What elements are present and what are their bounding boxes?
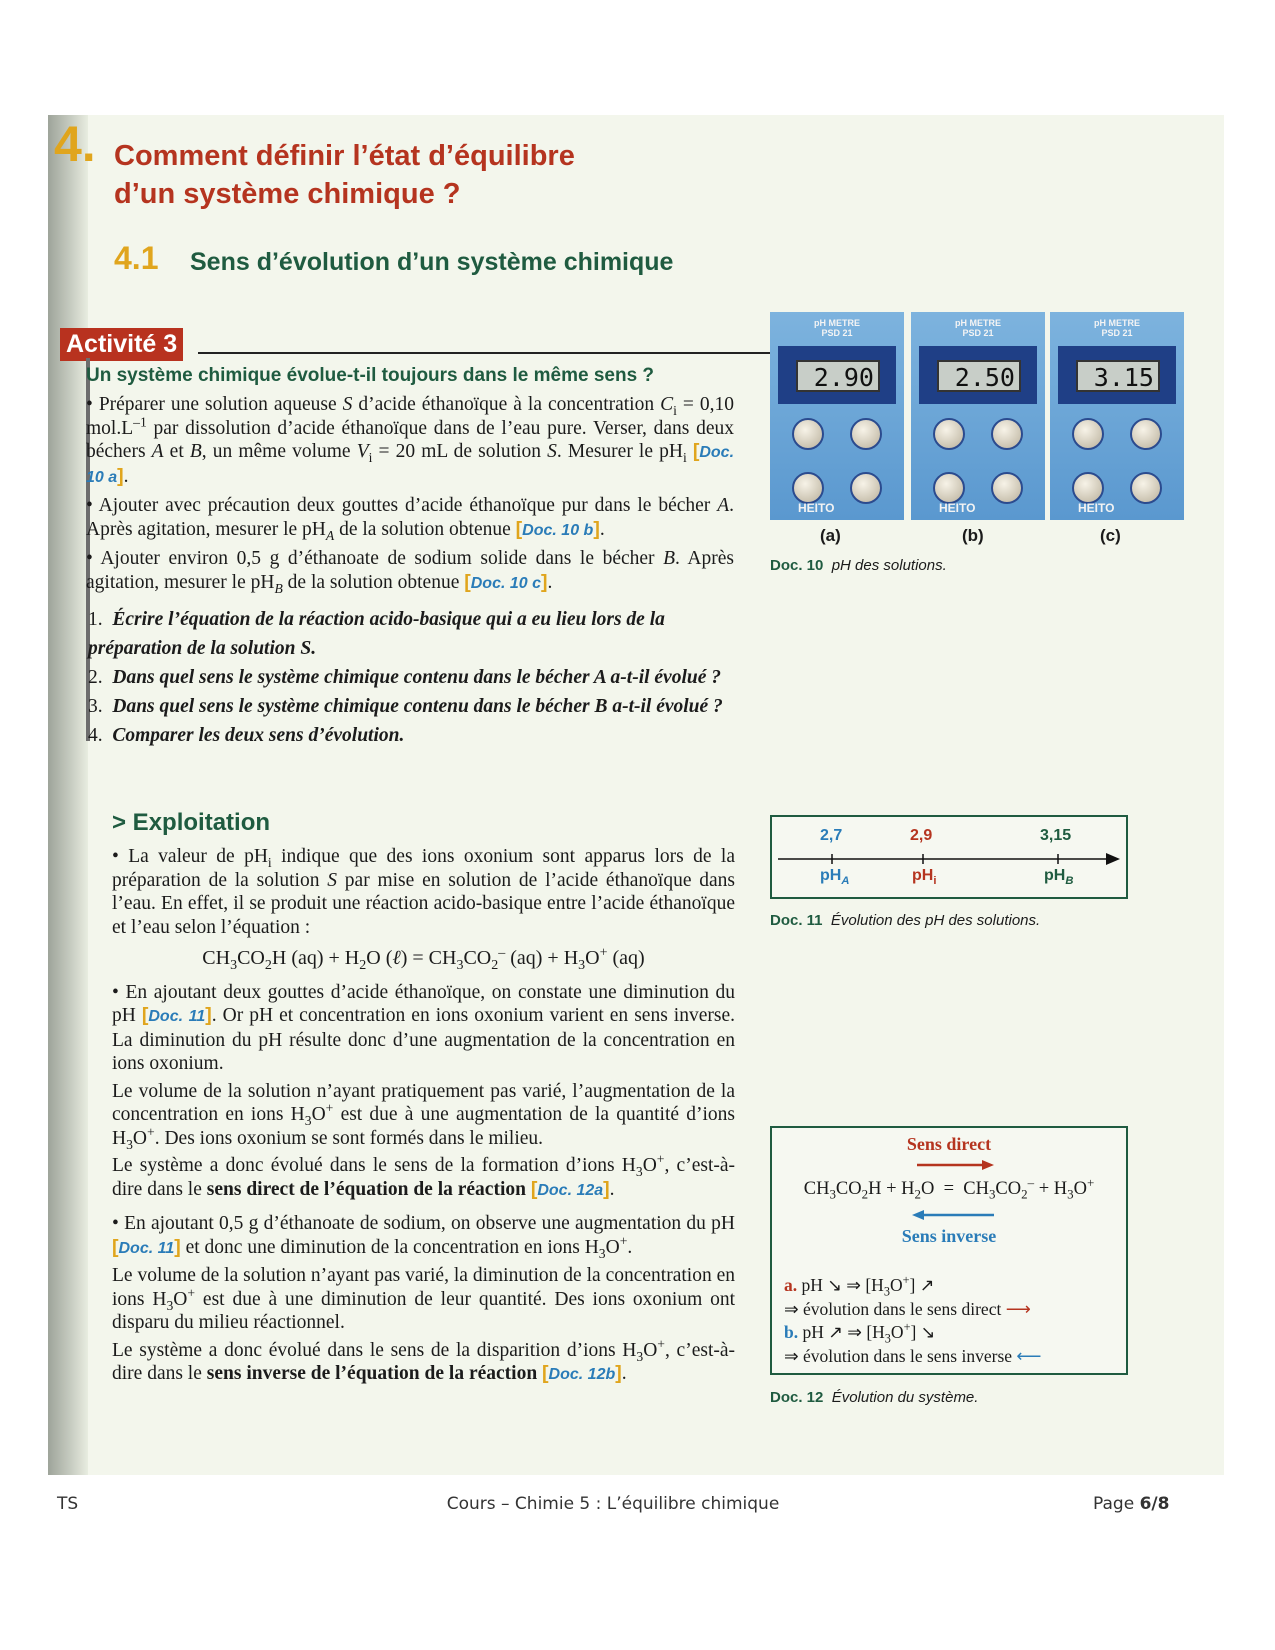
chapter-title: Comment définir l’état d’équilibre d’un système chimique ? <box>114 140 575 210</box>
activity-rule <box>198 352 772 354</box>
doc12-caption: Doc. 12 Évolution du système. <box>770 1389 979 1406</box>
meter-logo: HEITO <box>939 501 976 515</box>
ph-display-a: 2.90 <box>796 360 880 392</box>
knob-icon <box>792 418 824 450</box>
knob-icon <box>1130 472 1162 504</box>
arrow-right-icon <box>1106 853 1120 865</box>
activity-badge: Activité 3 <box>60 328 183 361</box>
question-1-cont: préparation de la solution S. <box>88 638 317 659</box>
chapter-number: 4. <box>54 116 96 172</box>
doc10-caption: Doc. 10 pH des solutions. <box>770 557 947 574</box>
meter-logo: HEITO <box>1078 501 1115 515</box>
arrow-left-icon <box>912 1210 924 1220</box>
doc12-rules: a. pH ↘ ⇒ $[H_3O^+]$ ↗ ⇒ évolution dans le sens direct ⟶ b. pH ↗ ⇒ $[H_3O^+]$ ↘ ⇒ évolution dans le sens inverse ⟵ <box>784 1273 1042 1366</box>
tick-label-a: $pH_A$ <box>820 867 850 888</box>
knob-icon <box>933 418 965 450</box>
knob-icon <box>1130 418 1162 450</box>
tick-value-a: 2,7 <box>820 827 843 844</box>
tick-value-b: 3,15 <box>1040 827 1072 844</box>
question-3: 3. Dans quel sens le système chimique contenu dans le bécher B a-t-il évolué ? <box>88 696 723 717</box>
meter-label-a: (a) <box>820 526 841 545</box>
footer-page: Page 6/8 <box>1093 1494 1170 1514</box>
ph-meter-b: pH METRE PSD 21 2.50 HEITO <box>911 312 1045 520</box>
footer-center: Cours – Chimie 5 : L’équilibre chimique <box>446 1494 780 1514</box>
textbook-page <box>48 115 1224 1475</box>
meter-logo: HEITO <box>798 501 835 515</box>
activity-question: Un système chimique évolue-t-il toujours dans le même sens ? <box>86 365 655 386</box>
exploitation-title: > Exploitation <box>112 809 271 836</box>
knob-icon <box>850 472 882 504</box>
ph-meter-c: pH METRE PSD 21 3.15 HEITO <box>1050 312 1184 520</box>
ph-display-b: 2.50 <box>937 360 1021 392</box>
equation: $CH_3CO_2H$ $(aq) + H_2O$ (ℓ) = $CH_3CO_2^-$ $(aq) + H_3O^+$ (aq) <box>202 945 645 973</box>
doc12-equation: $CH_3CO_2H + H_2O = CH_3CO_2^- + H_3O^+$ <box>803 1174 1095 1202</box>
footer-left: TS <box>57 1494 79 1514</box>
tick-value-i: 2,9 <box>910 827 933 844</box>
section-title: Sens d’évolution d’un système chimique <box>190 248 674 276</box>
sens-direct-label: Sens direct <box>906 1134 992 1154</box>
knob-icon <box>933 472 965 504</box>
page-binding-shadow <box>48 115 88 1475</box>
knob-icon <box>1072 418 1104 450</box>
question-4: 4. Comparer les deux sens d’évolution. <box>88 725 405 746</box>
arrow-left-icon: ⟵ <box>1016 1345 1042 1366</box>
ph-meter-a: pH METRE PSD 21 2.90 HEITO <box>770 312 904 520</box>
tick-label-b: $pH_B$ <box>1044 867 1074 888</box>
knob-icon <box>991 418 1023 450</box>
question-2: 2. Dans quel sens le système chimique contenu dans le bécher A a-t-il évolué ? <box>88 667 722 688</box>
question-1: 1. Écrire l’équation de la réaction acido-basique qui a eu lieu lors de la <box>88 609 665 630</box>
sens-inverse-label: Sens inverse <box>901 1226 997 1246</box>
meter-label-c: (c) <box>1100 526 1121 545</box>
activity-questions <box>88 605 748 750</box>
doc11-caption: Doc. 11 Évolution des pH des solutions. <box>770 912 1041 929</box>
activity-instructions: • Préparer une solution aqueuse S d’acide éthanoïque à la concentration $C_i = 0,10$ $mol.L^{-1}$ par dissolution d’acide éthanoïque dans de l’eau pure. Verser, dans deux béchers A et B, un même volume $V_i = 20$ mL de solution S. Mesurer le $pH_i$ [Doc. 10 a]. • Ajouter avec précaution deux gouttes d’acide éthanoïque pur dans le bécher A. Après agitation, mesurer le $pH_A$ de la solution obtenue [Doc. 10 b]. • Ajouter environ 0,5 g d’éthanoate de sodium solide dans le bécher B. Après agitation, mesurer le $pH_B$ de la solution obtenue [Doc. 10 c]. <box>86 394 735 596</box>
knob-icon <box>1072 472 1104 504</box>
knob-icon <box>850 418 882 450</box>
ph-display-c: 3.15 <box>1076 360 1160 392</box>
exploitation-text: • La valeur de $pH_i$ indique que des ions oxonium sont apparus lors de la préparation de la solution S par mise en solution de l’acide éthanoïque dans l’eau. En effet, il se produit une réaction acido-basique entre l’acide éthanoïque et l’eau selon l’équation : $CH_3CO_2H$ $(aq) + H_2O$ (ℓ) = $CH_3CO_2^-$ $(aq) + H_3O^+$ (aq) • En ajoutant deux gouttes d’acide éthanoïque, on constate une diminution du pH [Doc. 11]. Or pH et concentration en ions oxonium varient en sens inverse. La diminution du pH résulte donc d’une augmentation de la concentration en ions oxonium. Le volume de la solution n’ayant pratiquement pas varié, l’augmentation de la concentration en ions $H_3O^+$ est due à une augmentation de la quantité d’ions $H_3O^+$. Des ions oxonium se sont formés dans le milieu. Le système a donc évolué dans le sens de la formation d’ions $H_3O^+$, c’est-à-dire dans le sens direct de l’équation de la réaction [Doc. 12a]. • En ajoutant 0,5 g d’éthanoate de sodium, on observe une augmentation du pH [Doc. 11] et donc une diminution de la concentration en ions $H_3O^+$. Le volume de la solution n’ayant pas varié, la diminution de la concentration en ions $H_3O^+$ est due à une diminution de leur quantité. Des ions oxonium ont disparu du milieu réactionnel. Le système a donc évolué dans le sens de la disparition d’ions $H_3O^+$, c’est-à-dire dans le sens inverse de l’équation de la réaction [Doc. 12b]. <box>112 846 736 1384</box>
knob-icon <box>792 472 824 504</box>
knob-icon <box>991 472 1023 504</box>
arrow-right-icon: ⟶ <box>1005 1298 1031 1319</box>
doc12-box <box>770 1126 1128 1375</box>
doc11-box <box>770 815 1128 899</box>
arrow-right-icon <box>982 1160 994 1170</box>
section-number: 4.1 <box>114 240 159 276</box>
tick-label-i: $pH_i$ <box>912 867 937 888</box>
meter-label-b: (b) <box>962 526 984 545</box>
